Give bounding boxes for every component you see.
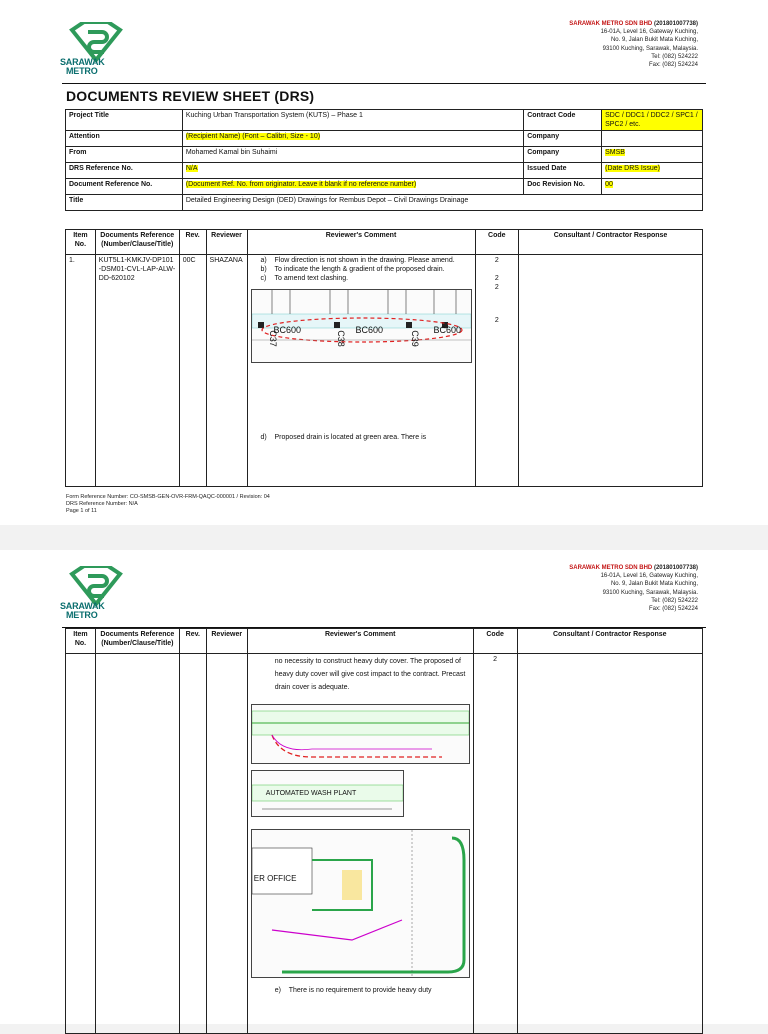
comment-item: a) Flow direction is not shown in the drawing. Please amend.: [260, 257, 455, 264]
row-reviewer: SHAZANA: [206, 255, 247, 487]
from-value: Mohamed Kamal bin Suhaimi: [182, 147, 523, 163]
drawing-label: C37: [267, 330, 278, 347]
title-value: Detailed Engineering Design (DED) Drawings for Rembus Depot – Civil Drawings Drainage: [182, 195, 702, 211]
drawing-label: BC600: [273, 325, 302, 335]
drawing-snippet-2: [251, 704, 470, 764]
drawing-label: C38: [335, 330, 346, 347]
doc-ref-value: (Document Ref. No. from originator. Leave it blank if no reference number): [185, 181, 417, 188]
row-code: 2 2 2 2: [475, 255, 519, 487]
document-page-2: [0, 550, 768, 1024]
drawing-label: BC600: [355, 325, 384, 335]
issued-date-label: Issued Date: [524, 163, 602, 179]
col-comment-header: Reviewer's Comment: [247, 230, 475, 255]
row-item: 1.: [66, 255, 96, 487]
col-response-header: Consultant / Contractor Response: [517, 629, 702, 654]
company-address-block: [569, 20, 698, 69]
company-tel: Tel: (082) 524222: [651, 53, 698, 60]
from-label: From: [66, 147, 183, 163]
company-fax: Fax: (082) 524224: [648, 62, 698, 69]
doc-rev-value: 00: [605, 181, 613, 188]
col-reviewer-header: Reviewer: [206, 629, 247, 654]
drawing-label: C39: [409, 330, 420, 347]
col-code-header: Code: [475, 230, 519, 255]
contract-code-value: SDC / DDC1 / DDC2 / SPC1 / SPC2 / etc.: [602, 110, 703, 131]
company-reg: (201801007738): [653, 21, 698, 27]
address-line: 93100 Kuching, Sarawak, Malaysia.: [602, 45, 698, 52]
project-info-table: [65, 109, 703, 211]
col-rev-header: Rev.: [179, 629, 206, 654]
attention-value: (Recipient Name) (Font – Calibri, Size - 10): [185, 133, 321, 140]
comment-continued: no necessity to construct heavy duty cover. The proposed of heavy duty cover will give cost impact to the contract. Precast drain cover is adequate.: [274, 658, 466, 691]
drawing-snippet-1: [251, 289, 472, 363]
header-divider: [62, 83, 706, 84]
comment-item: d) Proposed drain is located at green area. There is: [260, 434, 427, 441]
company-value: [602, 131, 703, 147]
row-response: [519, 255, 703, 487]
row-rev: 00C: [179, 255, 206, 487]
drawing-snippet-4: [251, 829, 470, 978]
col-reviewer-header: Reviewer: [206, 230, 247, 255]
address-line: No. 9, Jalan Bukit Mata Kuching,: [610, 37, 698, 44]
doc-ref-label: Document Reference No.: [66, 179, 183, 195]
row-response: [517, 654, 702, 1034]
logo-text: SARAWAK METRO: [60, 57, 105, 76]
company-label: Company: [524, 131, 602, 147]
company-name: SARAWAK METRO SDN BHD: [569, 565, 653, 571]
address-line: 16-01A, Level 16, Gateway Kuching,: [600, 29, 698, 36]
page-footer: Form Reference Number: CO-SMSB-GEN-OVR-FRM-QAQC-000001 / Revision: 04 DRS Reference Number: N/A Page 1 of 11: [66, 494, 270, 514]
drs-ref-label: DRS Reference No.: [66, 163, 183, 179]
company-name: SARAWAK METRO SDN BHD: [569, 21, 653, 27]
issued-date-value: (Date DRS Issue): [605, 165, 660, 172]
contract-code-label: Contract Code: [524, 110, 602, 131]
drawing-label: AUTOMATED WASH PLANT: [265, 790, 357, 797]
col-docref-header: Documents Reference (Number/Clause/Title): [95, 629, 179, 654]
row-code: 2: [473, 654, 517, 1034]
company-address-block: SARAWAK METRO SDN BHD (201801007738) 16-01A, Level 16, Gateway Kuching, No. 9, Jalan Bukit Mata Kuching, 93100 Kuching, Sarawak, Malaysia. Tel: (082) 524222 Fax: (082) 524224: [569, 565, 698, 613]
drawing-label: ER OFFICE: [253, 874, 297, 883]
drawing-label: BC600: [433, 325, 462, 335]
comment-item: e) There is no requirement to provide heavy duty: [274, 987, 432, 994]
drs-ref-value: N/A: [185, 165, 198, 172]
project-title-value: Kuching Urban Transportation System (KUTS) – Phase 1: [182, 110, 523, 131]
title-label: Title: [66, 195, 183, 211]
doc-rev-label: Doc Revision No.: [524, 179, 602, 195]
row-doc-ref: KUT5L1-KMKJV-DP101-DSM01-CVL-LAP-ALW-DD-620102: [95, 255, 179, 487]
logo-text: SARAWAK METRO: [60, 601, 105, 620]
col-comment-header: Reviewer's Comment: [247, 629, 473, 654]
col-response-header: Consultant / Contractor Response: [519, 230, 703, 255]
table-row: [66, 255, 703, 487]
page-title: DOCUMENTS REVIEW SHEET (DRS): [66, 88, 315, 104]
col-item-header: Item No.: [66, 629, 96, 654]
review-table-continued: [65, 628, 703, 1034]
project-title-label: Project Title: [66, 110, 183, 131]
comment-item: c) To amend text clashing.: [260, 275, 349, 282]
comment-item: b) To indicate the length & gradient of the proposed drain.: [260, 266, 445, 273]
company-label: Company: [524, 147, 602, 163]
col-item-header: Item No.: [66, 230, 96, 255]
review-table: [65, 229, 703, 487]
row-comment: [247, 654, 473, 1034]
col-rev-header: Rev.: [179, 230, 206, 255]
col-code-header: Code: [473, 629, 517, 654]
attention-label: Attention: [66, 131, 183, 147]
table-row: [66, 654, 703, 1034]
company-value: SMSB: [605, 149, 625, 156]
drawing-snippet-3: [251, 770, 404, 817]
col-docref-header: Documents Reference (Number/Clause/Title): [95, 230, 179, 255]
row-comment: [247, 255, 475, 487]
